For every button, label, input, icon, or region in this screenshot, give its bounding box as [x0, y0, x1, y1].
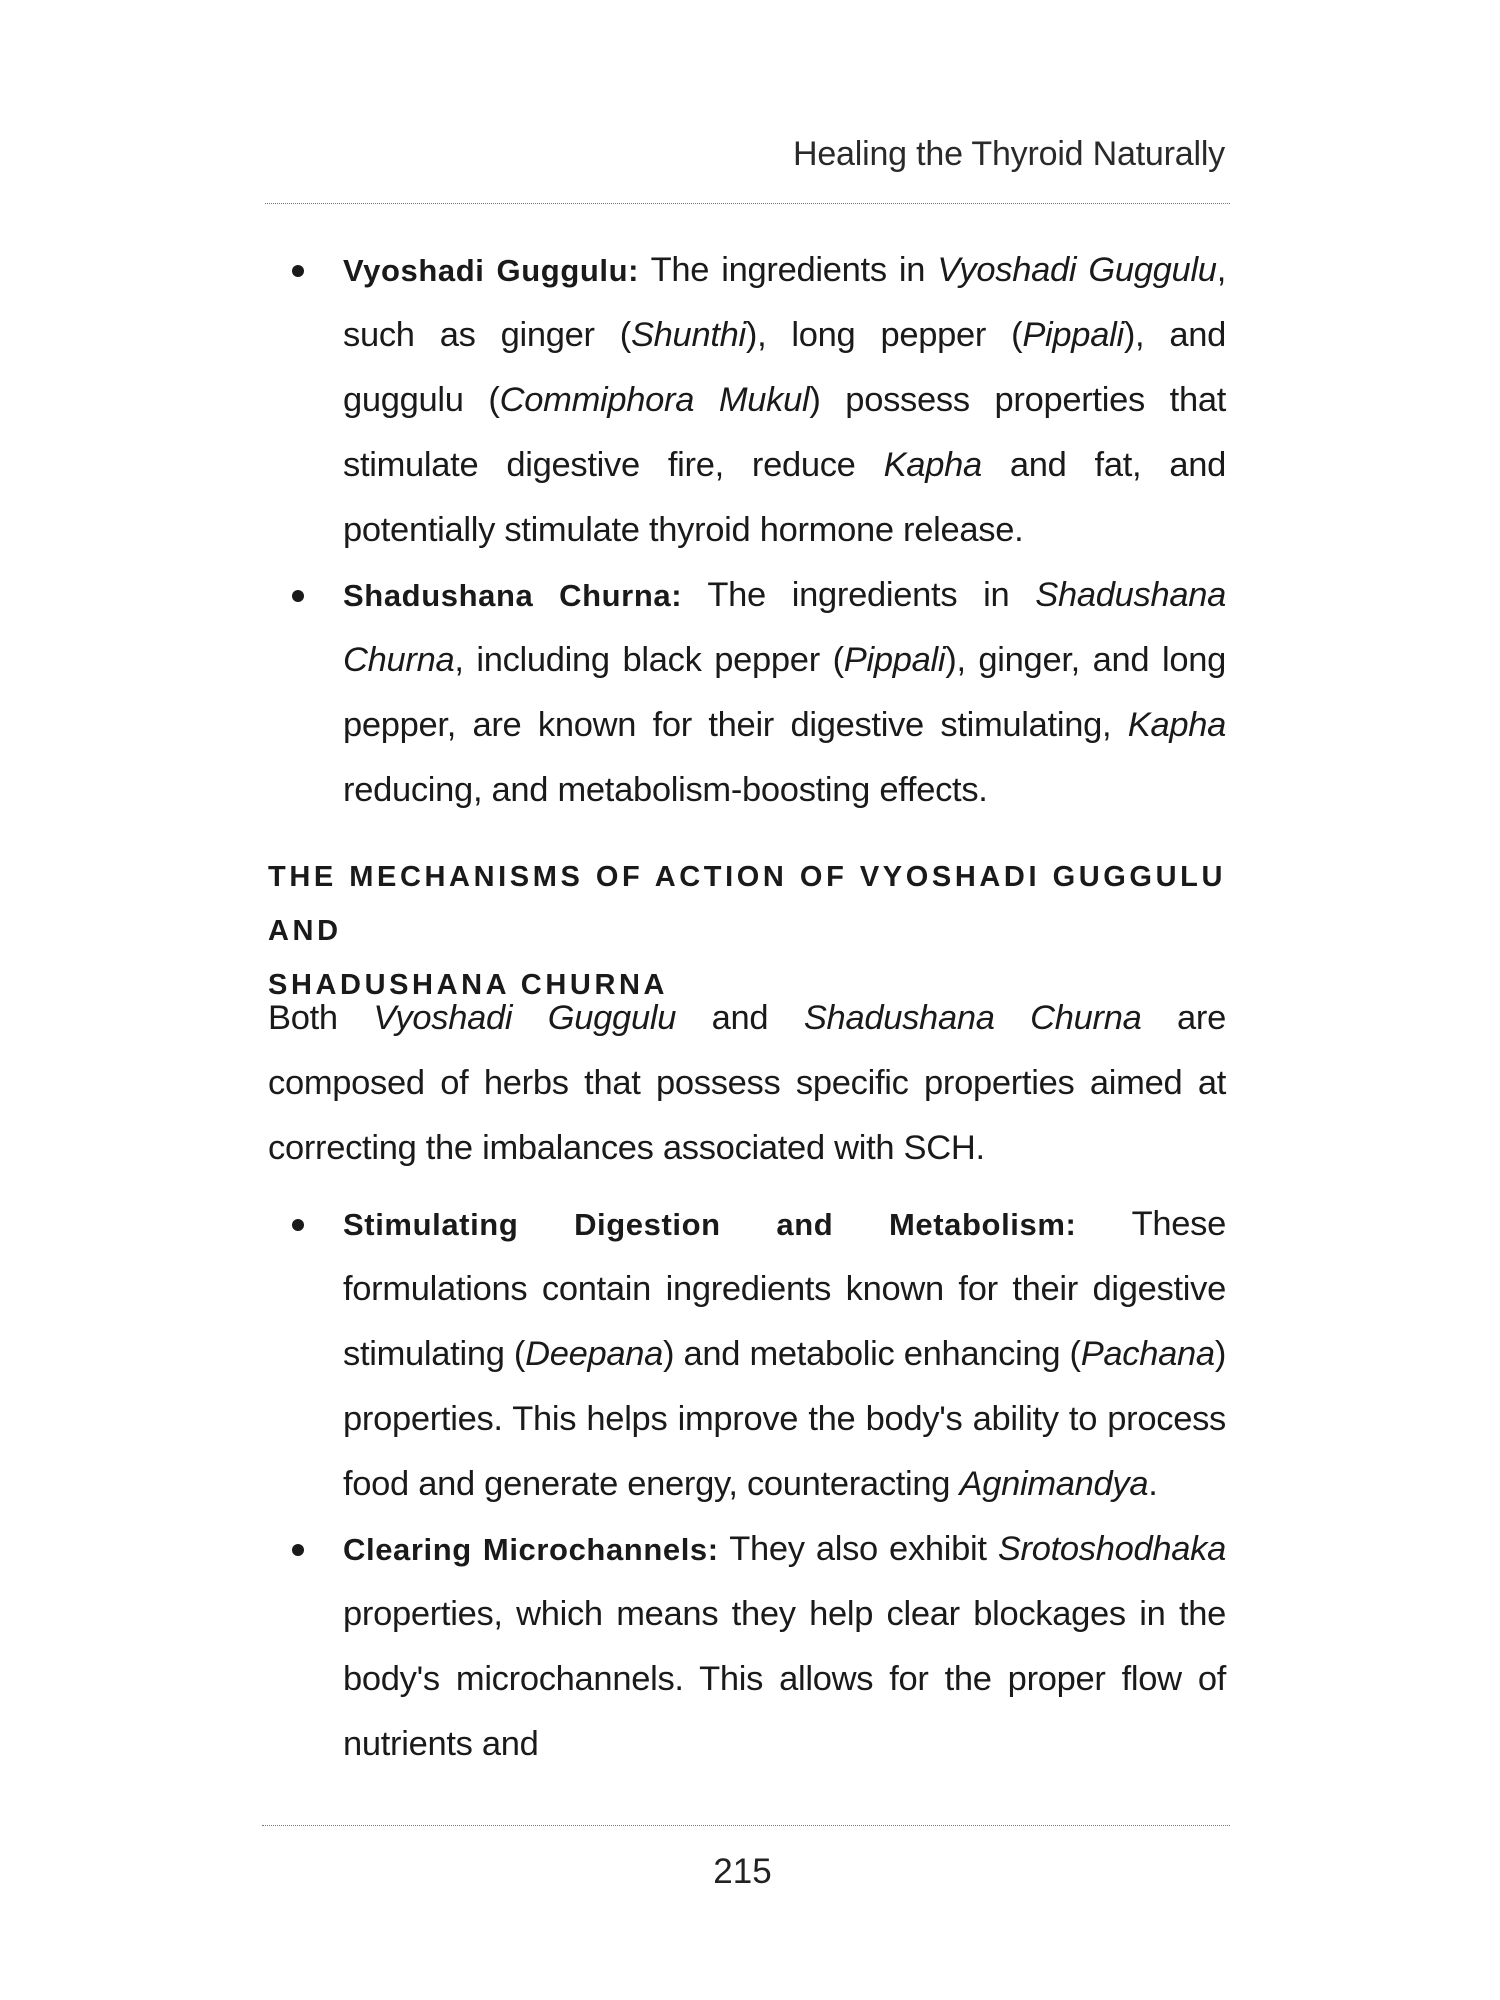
text-run: Both [268, 999, 374, 1037]
text-run: , including black pepper ( [454, 641, 844, 679]
italic-text: Kapha [883, 446, 982, 484]
item-term: Vyoshadi Guggulu: [343, 253, 640, 288]
text-run: are composed of herbs that possess specific properties aimed at correcting the imbalances associated with SCH. [268, 999, 1227, 1167]
item-term: Shadushana Churna: [343, 578, 683, 613]
text-run: . [1148, 1465, 1158, 1503]
header-rule [265, 203, 1230, 204]
list-item [268, 1192, 1226, 1517]
italic-text: Kapha [1127, 706, 1226, 744]
text-run: ) possess properties that stimulate digestive fire, reduce [343, 381, 1226, 484]
italic-text: Pippali [843, 641, 946, 679]
text-run: reducing, and metabolism-boosting effects. [343, 771, 988, 809]
bullet-icon [292, 1544, 304, 1556]
text-run: ) properties. This helps improve the body's ability to process food and generate energy, counteracting [343, 1335, 1227, 1503]
bullet-icon [292, 265, 304, 277]
italic-text: Vyoshadi Guggulu [937, 251, 1217, 289]
item-term: Clearing Microchannels: [343, 1532, 719, 1567]
text-run: and [676, 999, 804, 1037]
text-run: ) and metabolic enhancing ( [663, 1335, 1081, 1373]
text-run: and fat, and potentially stimulate thyroid hormone release. [343, 446, 1226, 549]
italic-text: Srotoshodhaka [997, 1530, 1227, 1568]
italic-text: Deepana [525, 1335, 664, 1373]
list-item [268, 238, 1226, 563]
page-number: 215 [713, 1852, 772, 1891]
italic-text: Vyoshadi Guggulu [373, 999, 677, 1037]
body-paragraph [268, 986, 1226, 1181]
text-run: These formulations contain ingredients known for their digestive stimulating ( [343, 1205, 1226, 1373]
bullet-icon [292, 1219, 304, 1231]
italic-text: Pachana [1080, 1335, 1215, 1373]
italic-text: Commiphora Mukul [499, 381, 810, 419]
italic-text: Pippali [1022, 316, 1124, 354]
section-heading-line: THE MECHANISMS OF ACTION OF VYOSHADI GUGGULU AND [268, 861, 1226, 947]
list-item [268, 563, 1226, 823]
text-run: , such as ginger ( [343, 251, 1226, 354]
text-run: ), long pepper ( [745, 316, 1023, 354]
text-run: The ingredients in [682, 576, 1036, 614]
running-header: Healing the Thyroid Naturally [792, 135, 1225, 173]
item-body [343, 251, 1226, 549]
footer-rule [262, 1825, 1230, 1826]
bullet-list-formulations [268, 238, 1226, 823]
italic-text: Agnimandya [959, 1465, 1149, 1503]
item-term: Stimulating Digestion and Metabolism: [343, 1207, 1077, 1242]
text-run: properties, which means they help clear blockages in the body's microchannels. This allows for the proper flow of nutrients and [343, 1595, 1226, 1763]
italic-text: Shadushana Churna [803, 999, 1142, 1037]
bullet-list-mechanisms [268, 1192, 1226, 1777]
item-body [343, 1205, 1226, 1503]
section-heading-line: SHADUSHANA CHURNA [268, 969, 669, 1001]
list-item [268, 1517, 1226, 1777]
italic-text: Shadushana Churna [343, 576, 1227, 679]
text-run: ), and guggulu ( [343, 316, 1226, 419]
text-run: They also exhibit [718, 1530, 998, 1568]
text-run: ), ginger, and long pepper, are known for their digestive stimulating, [343, 641, 1226, 744]
italic-text: Shunthi [630, 316, 746, 354]
text-run: The ingredients in [639, 251, 938, 289]
bullet-icon [292, 590, 304, 602]
